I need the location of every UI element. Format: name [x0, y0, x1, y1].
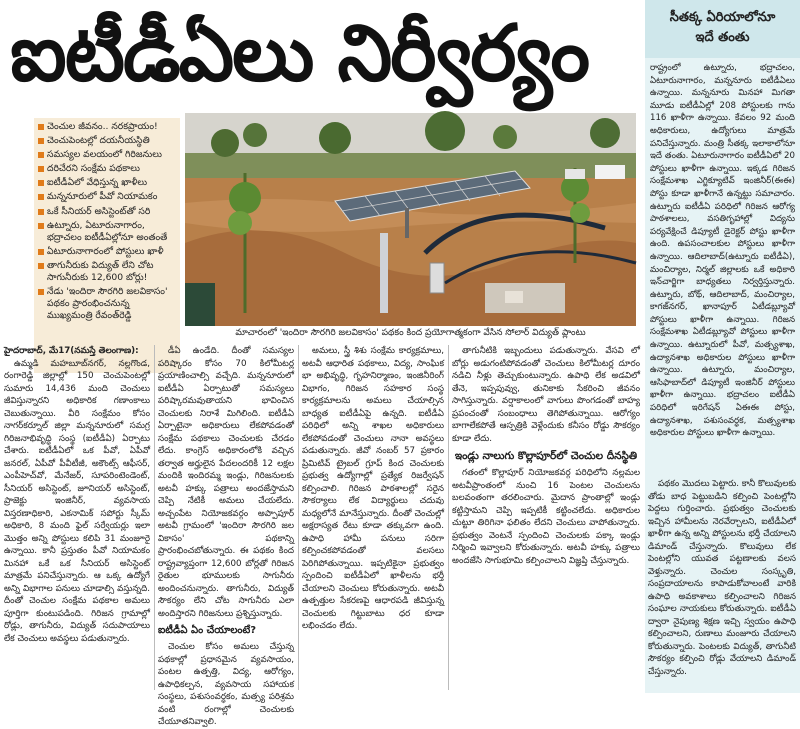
highlight-item: తాగునీరుకు విద్యుత్ లేని చోట సాగునీరుకు 12,600 బోర్లు!	[38, 260, 177, 284]
photo-caption: మాచారంలో 'ఇందిరా సౌరగిరి జలవికాసం' పథకం కింద ప్రయోగాత్మకంగా వేసిన సోలార్ విద్యుత్ ప్లాంటు	[185, 326, 636, 340]
column-divider	[298, 345, 299, 690]
subheading: ఐటీడీఏ ఏం చేయాలంటే?	[158, 625, 256, 636]
article-column-4	[452, 345, 640, 691]
column-text: పథకం మొదలు పెట్టారు. కానీ కొలువులకు తోడు బాధ పెట్టుబడిని కల్పించి పెంటల్లోని పెద్దలు గుర్తించారు. ప్రభుత్వం చెంచులకు ఇచ్చిన హామీలను నెరవేర్చాలని, ఐటీడీఏలో ఖాళీగా ఉన్న అన్ని పోస్టులను భర్తీ చేయాలని డిమాండ్ చేస్తున్నారు. కొలువులు లేక పెంటల్లోని యువత పట్టణాలకు వలస వెళ్తున్నారు. చెంచుల సంస్కృతి, సంప్రదాయాలను కాపాడుకోవాలంటే వారికి ఉపాధి అవకాశాలు కల్పించాలని గిరిజన సంఘాల నాయకులు కోరుతున్నారు. ఐటీడీఏ ద్వారా నైపుణ్య శిక్షణ ఇచ్చి స్వయం ఉపాధి కల్పించాలని, రుణాలు మంజూరు చేయాలని కోరుతున్నారు. పెంటలకు విద్యుత్, తాగునీటి సౌకర్యం కల్పించి రోడ్లు వేయాలని డిమాండ్ చేస్తున్నారు.	[648, 479, 796, 677]
highlight-item: చెంచుపెంటల్లో దయనీయస్థితి	[38, 135, 177, 147]
column-text: చెంచుల కోసం అమలు చేస్తున్న పథకాల్లో ప్రధానమైన వ్యవసాయం, పంటల ఉత్పత్తి, విద్య, ఆరోగ్యం, ఉపాధికల్పన, వ్యవసాయ సహాయక సంస్థలు, పశుసంవర్ధకం, మత్స్య పరిశ్రమ వంటి రంగాల్లో చెంచులకు చేయూతనివ్వాలి.	[158, 642, 294, 727]
column-text: గతంలో కొల్లాపూర్ నియోజకవర్గ పరిధిలోని నల్లమల అటవీప్రాంతంలో నుంచి 16 పెంటల చెంచులను బలవంతంగా తరలించారు. మైదాన ప్రాంతాల్లో ఇండ్లు కట్టిస్తామని చెప్పి ఇప్పటికీ కట్టించలేదు. అధికారుల చుట్టూ తిరిగినా ఫలితం లేదని చెంచులు వాపోతున్నారు. ప్రభుత్వం వెంటనే స్పందించి చెంచులకు పక్కా ఇండ్లు నిర్మించి ఇవ్వాలని కోరుతున్నారు. అటవీ హక్కు పత్రాలు అందజేసి సాగుభూమి కల్పించాలని విజ్ఞప్తి చేస్తున్నారు.	[452, 468, 640, 566]
column-text: అమలు, స్త్రీ శిశు సంక్షేమ కార్యక్రమాలు, అటవీ ఆధారిత పథకాలు, విద్య, సాంఘిక భా అభివృద్ధి, గృహనిర్మాణం, ఇంజినీరింగ్ విభాగం, గిరిజన సహకార సంస్థ కార్యక్రమాలను అమలు చేయాల్సిన బాధ్యత ఐటీడీఏపై ఉన్నది. ఐటీడీఏ పరిధిలో అన్ని శాఖల అధికారులు లేకపోవడంతో చెంచులు నానా అవస్థలు పడుతున్నారు. జీవో నంబర్ 57 ప్రకారం ప్రిమిటివ్ ట్రైబల్ గ్రూప్ కింద చెంచులకు ప్రభుత్వ ఉద్యోగాల్లో ప్రత్యేక రిజర్వేషన్ కల్పించాలి. గిరిజన పాఠశాలల్లో సరైన సౌకర్యాలు లేక విద్యార్థులు చదువు మధ్యలోనే మానేస్తున్నారు. దీంతో చెంచుల్లో అక్షరాస్యత రేటు కూడా తక్కువగా ఉంది. ఉపాధి హామీ పనులు సరిగా కల్పించకపోవడంతో వలసలు పెరిగిపోతున్నాయి. ఇప్పటికైనా ప్రభుత్వం స్పందించి ఐటీడీఏలో ఖాళీలను భర్తీ చేయాలని చెంచులు కోరుతున్నారు. అటవీ ఉత్పత్తుల సేకరణపై ఆధారపడి జీవిస్తున్న చెంచులకు గిట్టుబాటు ధర కూడా లభించడం లేదు.	[302, 346, 444, 631]
column-text: డీఏ ఉండేది. దీంతో సమస్యల పరిష్కారం కోసం 70 కిలోమీటర్ల ప్రయాణించాల్సి వచ్చేది. మన్ననూరులో ఐటీడీఏ ఏర్పాటుతో సమస్యలు పరిష్కారమవుతాయని భావించిన చెంచులకు నిరాశే మిగిలింది. ఐటీడీఏ ఏర్పాటైనా అధికారులు లేకపోవడంతో సంక్షేమ పథకాలు చెంచులకు చేరడం లేదు. కాంగ్రెస్ అధికారంలోకి వచ్చిన తర్వాత అర్హులైన పేదలందరికీ 12 లక్షల మందికి ఇందిరమ్మ ఇండ్లు, గిరిజనులకు అటవీ హక్కు పత్రాలు అందజేస్తామని చెప్పి నేటికీ అమలు చేయలేదు. అచ్చంపేట నియోజకవర్గం అప్పాపూర్ అటవీ గ్రామంలో 'ఇందిరా సౌరగిరి జల వికాసం' పథకాన్ని ప్రారంభించబోతున్నారు. ఈ పథకం కింద రాష్ట్రవ్యాప్తంగా 12,600 బోర్లతో గిరిజన రైతుల భూములకు సాగునీరు అందించనున్నారు. తాగునీరు, విద్యుత్ సౌకర్యం లేని చోట సాగునీరు ఎలా అందిస్తారని గిరిజనులు ప్రశ్నిస్తున్నారు.	[158, 346, 294, 619]
highlight-item: నేడు 'ఇందిరా సౌరగిరి జలవికాసం' పథకం ప్రారంభించనున్న ముఖ్యమంత్రి రేవంత్‌రెడ్డి	[38, 286, 177, 322]
highlights-box	[34, 118, 180, 373]
sidebar-heading-line1: సీతక్క ఏరియాలోనూ	[669, 10, 776, 25]
article-column-5	[648, 478, 796, 690]
highlight-item: దరిచేరని సంక్షేమ పథకాలు	[38, 163, 177, 175]
highlight-item: చెంచుల జీవనం.. నరకప్రాయం!	[38, 121, 177, 133]
news-photo	[185, 113, 636, 326]
highlight-item: ఒకే సీనియర్ అసిస్టెంట్‌తో సరి	[38, 206, 177, 218]
highlight-item: ఉట్నూరు, ఏటూరునాగారం, భద్రాచలం ఐటీడీఏల్లోనూ అంతంతే	[38, 220, 177, 244]
headline: ఐటీడీఏలు నిర్వీర్యం	[10, 9, 589, 99]
dateline: హైదరాబాద్, మే17(నమస్తే తెలంగాణ):	[4, 346, 139, 356]
sidebar-body: రాష్ట్రంలో ఉట్నూరు, భద్రాచలం, ఏటూరునాగారం, మన్ననూరు ఐటీడీఏలు ఉన్నాయి. మన్ననూరు మినహా మిగతా మూడు ఐటీడీఏల్లో 208 పోస్టులకు గాను 116 ఖాళీగా ఉన్నాయి. కేవలం 92 మంది అధికారులు, ఉద్యోగులు మాత్రమే పనిచేస్తున్నారు. మంత్రి సీతక్క ఇలాకాలోనూ ఇదే తంతు. ఏటూరునాగారం ఐటీడీఏలో 20 పోస్టులు ఖాళీగా ఉన్నాయి. ఇక్కడ గిరిజన సంక్షేమశాఖ ఎగ్జిక్యూటివ్ ఇంజినీర్(ఈఈ) పోస్టు కూడా ఖాళీగానే ఉన్నట్టు సమాచారం. ఉట్నూరు ఐటీడీఏ పరిధిలో గిరిజన ఆరోగ్య పాఠశాలలు, వసతిగృహాల్లో విద్యను పర్యవేక్షించే డిప్యూటీ డైరెక్టర్ పోస్టు ఖాళీగా ఉంది. ఉపసంచాలకుల పోస్టులు ఖాళీగా ఉన్నాయి. ఆదిలాబాద్(ఉట్నూరు ఐటీడీఏ), మంచిర్యాల, నిర్మల్ జిల్లాలకు ఒకే అధికారి ఇన్‌చార్జిగా బాధ్యతలు నిర్వర్తిస్తున్నారు. ఉట్నూరు, బోథ్, ఆదిలాబాద్, మంచిర్యాల, కాగజ్‌నగర్, ఖానాపూర్ ఏటీడబ్ల్యూవో పోస్టులు ఖాళీగా ఉన్నాయి. గిరిజన సంక్షేమశాఖ ఏటీడబ్ల్యూవో పోస్టులు ఖాళీగా ఉన్నాయి. ఉట్నూరులో పీవో, మత్స్యశాఖ, ఉద్యానశాఖ అధికారుల పోస్టులు ఖాళీగా ఉన్నాయి. ఉట్నూరు, మంచిర్యాల, ఆసిఫాబాద్‌లో డిప్యూటీ ఇంజినీర్ పోస్టులు ఖాళీగా ఉన్నాయి. భద్రాచలం ఐటీడీఏ పరిధిలో ఇరిగేషన్ ఏఈఈ పోస్టు, ఉద్యానశాఖ, పశుసంవర్ధక, మత్స్యశాఖ అధికారుల పోస్టులు ఖాళీగా ఉన్నాయి.	[650, 63, 795, 439]
solar-plant-illustration	[185, 113, 636, 326]
highlight-item: ఐటీడీఏలో వేధిస్తున్న ఖాళీలు	[38, 177, 177, 189]
article-column-1	[4, 345, 150, 691]
article-column-3	[302, 345, 444, 691]
column-text: ఉమ్మడి మహబూబ్‌నగర్, నల్లగొండ, రంగారెడ్డి జిల్లాల్లో 150 చెంచుపెంటల్లో సుమారు 14,436 మంది చెంచులు జీవిస్తున్నారని అధికారిక గణాంకాలు చెబుతున్నాయి. వీరి సంక్షేమం కోసం నాగర్‌కర్నూల్ జిల్లా మన్ననూరులో సమగ్ర గిరిజనాభివృద్ధి సంస్థ (ఐటీడీఏ) ఏర్పాటు చేశారు. ఐటీడీఏలో ఒక పీవో, ఏపీవో జనరల్, ఏపీవో పీవీటీజీ, అకౌంట్స్ ఆఫీసర్, ఎంపీహెచ్‌వో, మేనేజర్, సూపరింటెండెంట్, సీనియర్ అసిస్టెంట్, జూనియర్ అసిస్టెంట్, ప్రాజెక్టు ఇంజినీర్, వ్యవసాయ విస్తరణాధికారి, ఎకనామిక్ సపోర్టు స్కీమ్ అధికారి, 8 మంది ఫైల్ సర్వేయర్లు ఇలా మొత్తం అన్ని పోస్టులు కలిపి 31 మంజూరై ఉన్నాయి. కానీ ప్రస్తుతం పీవో నియామకం మినహా ఒకే ఒక సీనియర్ అసిస్టెంట్ మాత్రమే పనిచేస్తున్నారు. ఆ ఒక్క ఉద్యోగే అన్ని విభాగాల పనులు చూడాల్సి వస్తున్నది. దీంతో చెంచుల సంక్షేమ పథకాల అమలు పూర్తిగా కుంటుపడింది. గిరిజన గ్రామాల్లో రోడ్లు, తాగునీరు, విద్యుత్ సదుపాయాలు లేక చెంచులు అవస్థలు పడుతున్నారు.	[4, 358, 150, 644]
highlight-item: సమస్యల వలయంలో గిరిజనులు	[38, 149, 177, 161]
article-column-2	[158, 345, 294, 727]
sidebar-heading	[645, 0, 800, 58]
column-text: తాగునీటికి ఇబ్బందులు పడుతున్నారు. వేసవి లో బోర్లు అడుగంటిపోవడంతో చెంచులు కిలోమీటర్ల దూరం నడిచి నీళ్లు తెచ్చుకుంటున్నారు. ఉపాధి లేక అడవిలో తేనె, ఇప్పపువ్వు, తునికాకు సేకరించి జీవనం సాగిస్తున్నారు. వర్షాకాలంలో వాగులు పొంగడంతో బాహ్య ప్రపంచంతో సంబంధాలు తెగిపోతున్నాయి. ఆరోగ్యం బాగాలేకపోతే ఆస్పత్రికి వెళ్లేందుకు కనీసం రోడ్డు సౌకర్యం కూడా లేదు.	[452, 346, 640, 444]
highlight-item: మన్ననూరులో పీవో నియామకం	[38, 191, 177, 203]
highlight-item: ఏటూరునాగారంలో పోస్టులు ఖాళీ	[38, 246, 177, 258]
column-divider	[448, 345, 449, 690]
sidebar-heading-line2: ఇదే తంతు	[695, 30, 750, 45]
column-divider	[154, 345, 155, 690]
subheading: ఇండ్లు నాలుగు కొల్లాపూర్‌లో చెంచుల దీనస్థితి	[454, 450, 638, 462]
